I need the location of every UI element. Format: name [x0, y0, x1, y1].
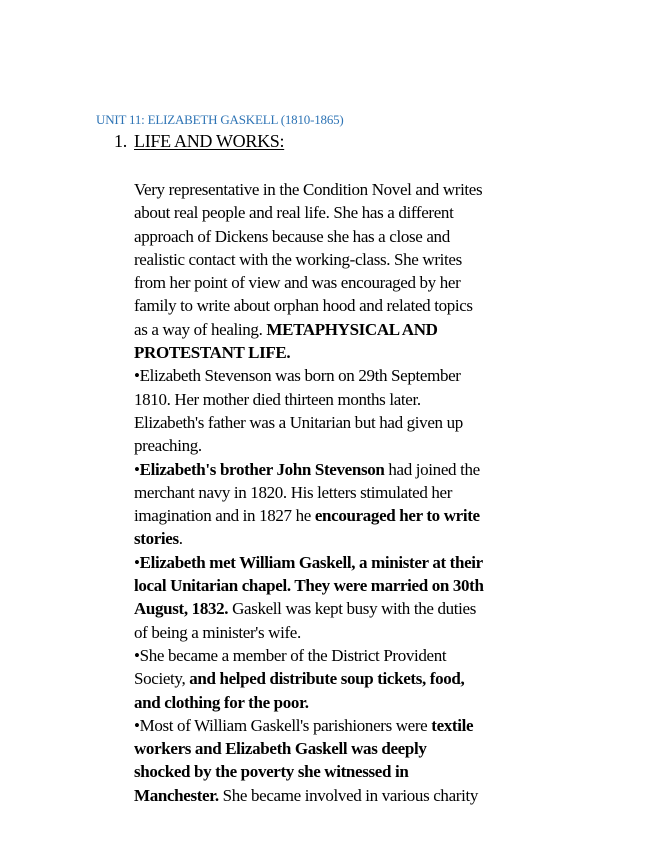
text-line	[134, 318, 574, 341]
text-run: 1810. Her mother died thirteen months later.	[134, 389, 421, 409]
bold-text: and helped distribute soup tickets, food,	[189, 669, 465, 689]
text-line	[134, 691, 574, 714]
text-line	[134, 760, 574, 783]
text-run: Elizabeth's father was a Unitarian but had given up	[134, 412, 463, 432]
text-line	[134, 458, 574, 481]
text-line	[134, 737, 574, 760]
text-line	[134, 784, 574, 807]
text-run: approach of Dickens because she has a close and	[134, 226, 450, 246]
text-run: about real people and real life. She has a different	[134, 203, 454, 223]
bold-text: August, 1832.	[134, 599, 229, 619]
text-run: imagination and in 1827 he	[134, 506, 315, 526]
text-run: •	[134, 459, 140, 479]
bold-text: stories	[134, 529, 179, 549]
bold-text: textile	[431, 715, 474, 735]
text-line	[134, 667, 574, 690]
text-line	[134, 178, 574, 201]
text-run: family to write about orphan hood and related topics	[134, 296, 473, 316]
text-run: She became involved in various charity	[218, 785, 478, 805]
bold-text: Manchester.	[134, 785, 219, 805]
text-line	[134, 527, 574, 550]
text-line	[134, 248, 574, 271]
text-line	[134, 597, 574, 620]
text-run: •	[134, 552, 140, 572]
text-run: had joined the	[384, 459, 480, 479]
text-line	[134, 388, 574, 411]
text-run: .	[178, 529, 183, 549]
text-run: as a way of healing.	[134, 319, 267, 339]
text-line	[134, 341, 574, 364]
bold-text: workers and Elizabeth Gaskell was deeply	[134, 739, 427, 759]
bold-text: encouraged her to write	[314, 506, 480, 526]
text-run: •She became a member of the District Provident	[134, 645, 447, 665]
text-line	[134, 434, 574, 457]
section-title: LIFE AND WORKS:	[134, 131, 285, 151]
bold-text: Elizabeth's brother John Stevenson	[139, 459, 385, 479]
text-line	[134, 271, 574, 294]
text-line	[134, 504, 574, 527]
text-line	[134, 411, 574, 434]
text-run: •Most of William Gaskell's parishioners were	[134, 715, 432, 735]
unit-heading: UNIT 11: ELIZABETH GASKELL (1810-1865)	[96, 112, 344, 127]
bold-text: local Unitarian chapel. They were married on 30th	[134, 576, 484, 596]
text-line	[134, 294, 574, 317]
bold-text: Elizabeth met William Gaskell, a minister at their	[139, 552, 483, 572]
text-run: Very representative in the Condition Novel and writes	[134, 180, 483, 199]
text-run: of being a minister's wife.	[134, 622, 301, 642]
text-run: realistic contact with the working-class. She writes	[134, 249, 462, 269]
text-line	[134, 644, 574, 667]
bold-text: and clothing for the poor.	[134, 692, 309, 712]
text-run: Gaskell was kept busy with the duties	[228, 599, 476, 619]
text-line	[134, 364, 574, 387]
section-number: 1.	[114, 131, 127, 151]
bold-text: METAPHYSICAL AND	[266, 319, 438, 339]
text-run: Society,	[134, 669, 190, 689]
text-line	[134, 621, 574, 644]
body-text	[134, 178, 574, 807]
text-line	[134, 225, 574, 248]
text-run: •Elizabeth Stevenson was born on 29th September	[134, 366, 461, 386]
text-line	[134, 201, 574, 224]
text-line	[134, 551, 574, 574]
bold-text: shocked by the poverty she witnessed in	[134, 762, 409, 782]
text-line	[134, 714, 574, 737]
text-run: preaching.	[134, 436, 202, 456]
text-line	[134, 481, 574, 504]
bold-text: PROTESTANT LIFE.	[134, 343, 291, 363]
text-line	[134, 574, 574, 597]
section-heading	[114, 131, 284, 152]
text-run: from her point of view and was encouraged by her	[134, 273, 461, 293]
text-run: merchant navy in 1820. His letters stimulated her	[134, 482, 453, 502]
